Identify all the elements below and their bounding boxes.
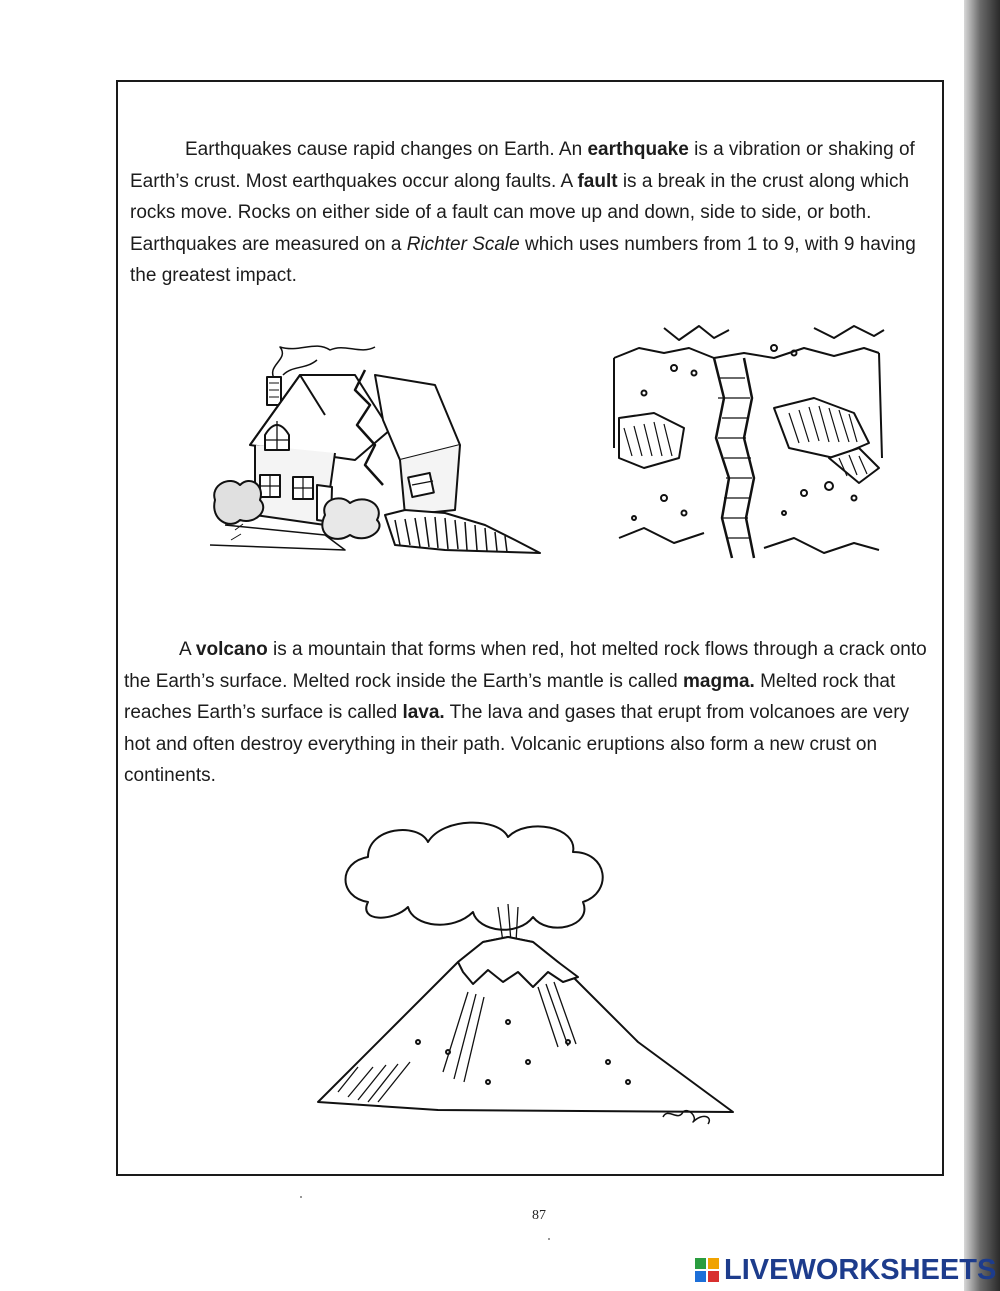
scan-page-edge (964, 0, 1000, 1291)
term-magma: magma. (683, 670, 755, 692)
scan-speck (548, 1238, 550, 1240)
scan-speck (300, 1196, 302, 1198)
text-run: The lava and gases that erupt from volcanoes are very hot and often destroy everything in their path. Volcanic eruptions also form a new crust on continents. (124, 702, 910, 786)
text-run: Melted rock that reaches Earth’s surface is called (124, 670, 896, 723)
volcano-paragraph (124, 634, 936, 792)
term-lava: lava. (402, 702, 445, 723)
earthquake-paragraph (130, 134, 930, 292)
liveworksheets-logo[interactable] (694, 1254, 996, 1286)
text-run: which uses numbers from 1 to 9, with 9 having the greatest impact. (130, 233, 916, 286)
term-earthquake: earthquake (587, 139, 689, 160)
cracked-house-illustration (205, 335, 545, 560)
term-fault: fault (577, 170, 618, 192)
fault-crack-illustration (604, 318, 889, 568)
volcano-illustration (308, 812, 740, 1132)
logo-text: LIVEWORKSHEETS (724, 1253, 997, 1286)
text-run: is a mountain that forms when red, hot melted rock flows through a crack onto the Earth’s surface. Melted rock inside the Earth’s mantle is called (124, 639, 927, 692)
page-number: 87 (532, 1208, 546, 1223)
term-volcano: volcano (195, 639, 268, 660)
text-run: is a vibration or shaking of Earth’s crust. Most earthquakes occur along faults. A (130, 139, 915, 192)
liveworksheets-logo-icon (694, 1257, 720, 1283)
text-run: Earthquakes cause rapid changes on Earth. An (185, 139, 588, 160)
text-run: A (179, 639, 196, 660)
term-richter-scale: Richter Scale (406, 233, 520, 255)
text-run: is a break in the crust along which rocks move. Rocks on either side of a fault can move up and down, side to side, or both. Earthquakes are measured on a (130, 170, 910, 255)
